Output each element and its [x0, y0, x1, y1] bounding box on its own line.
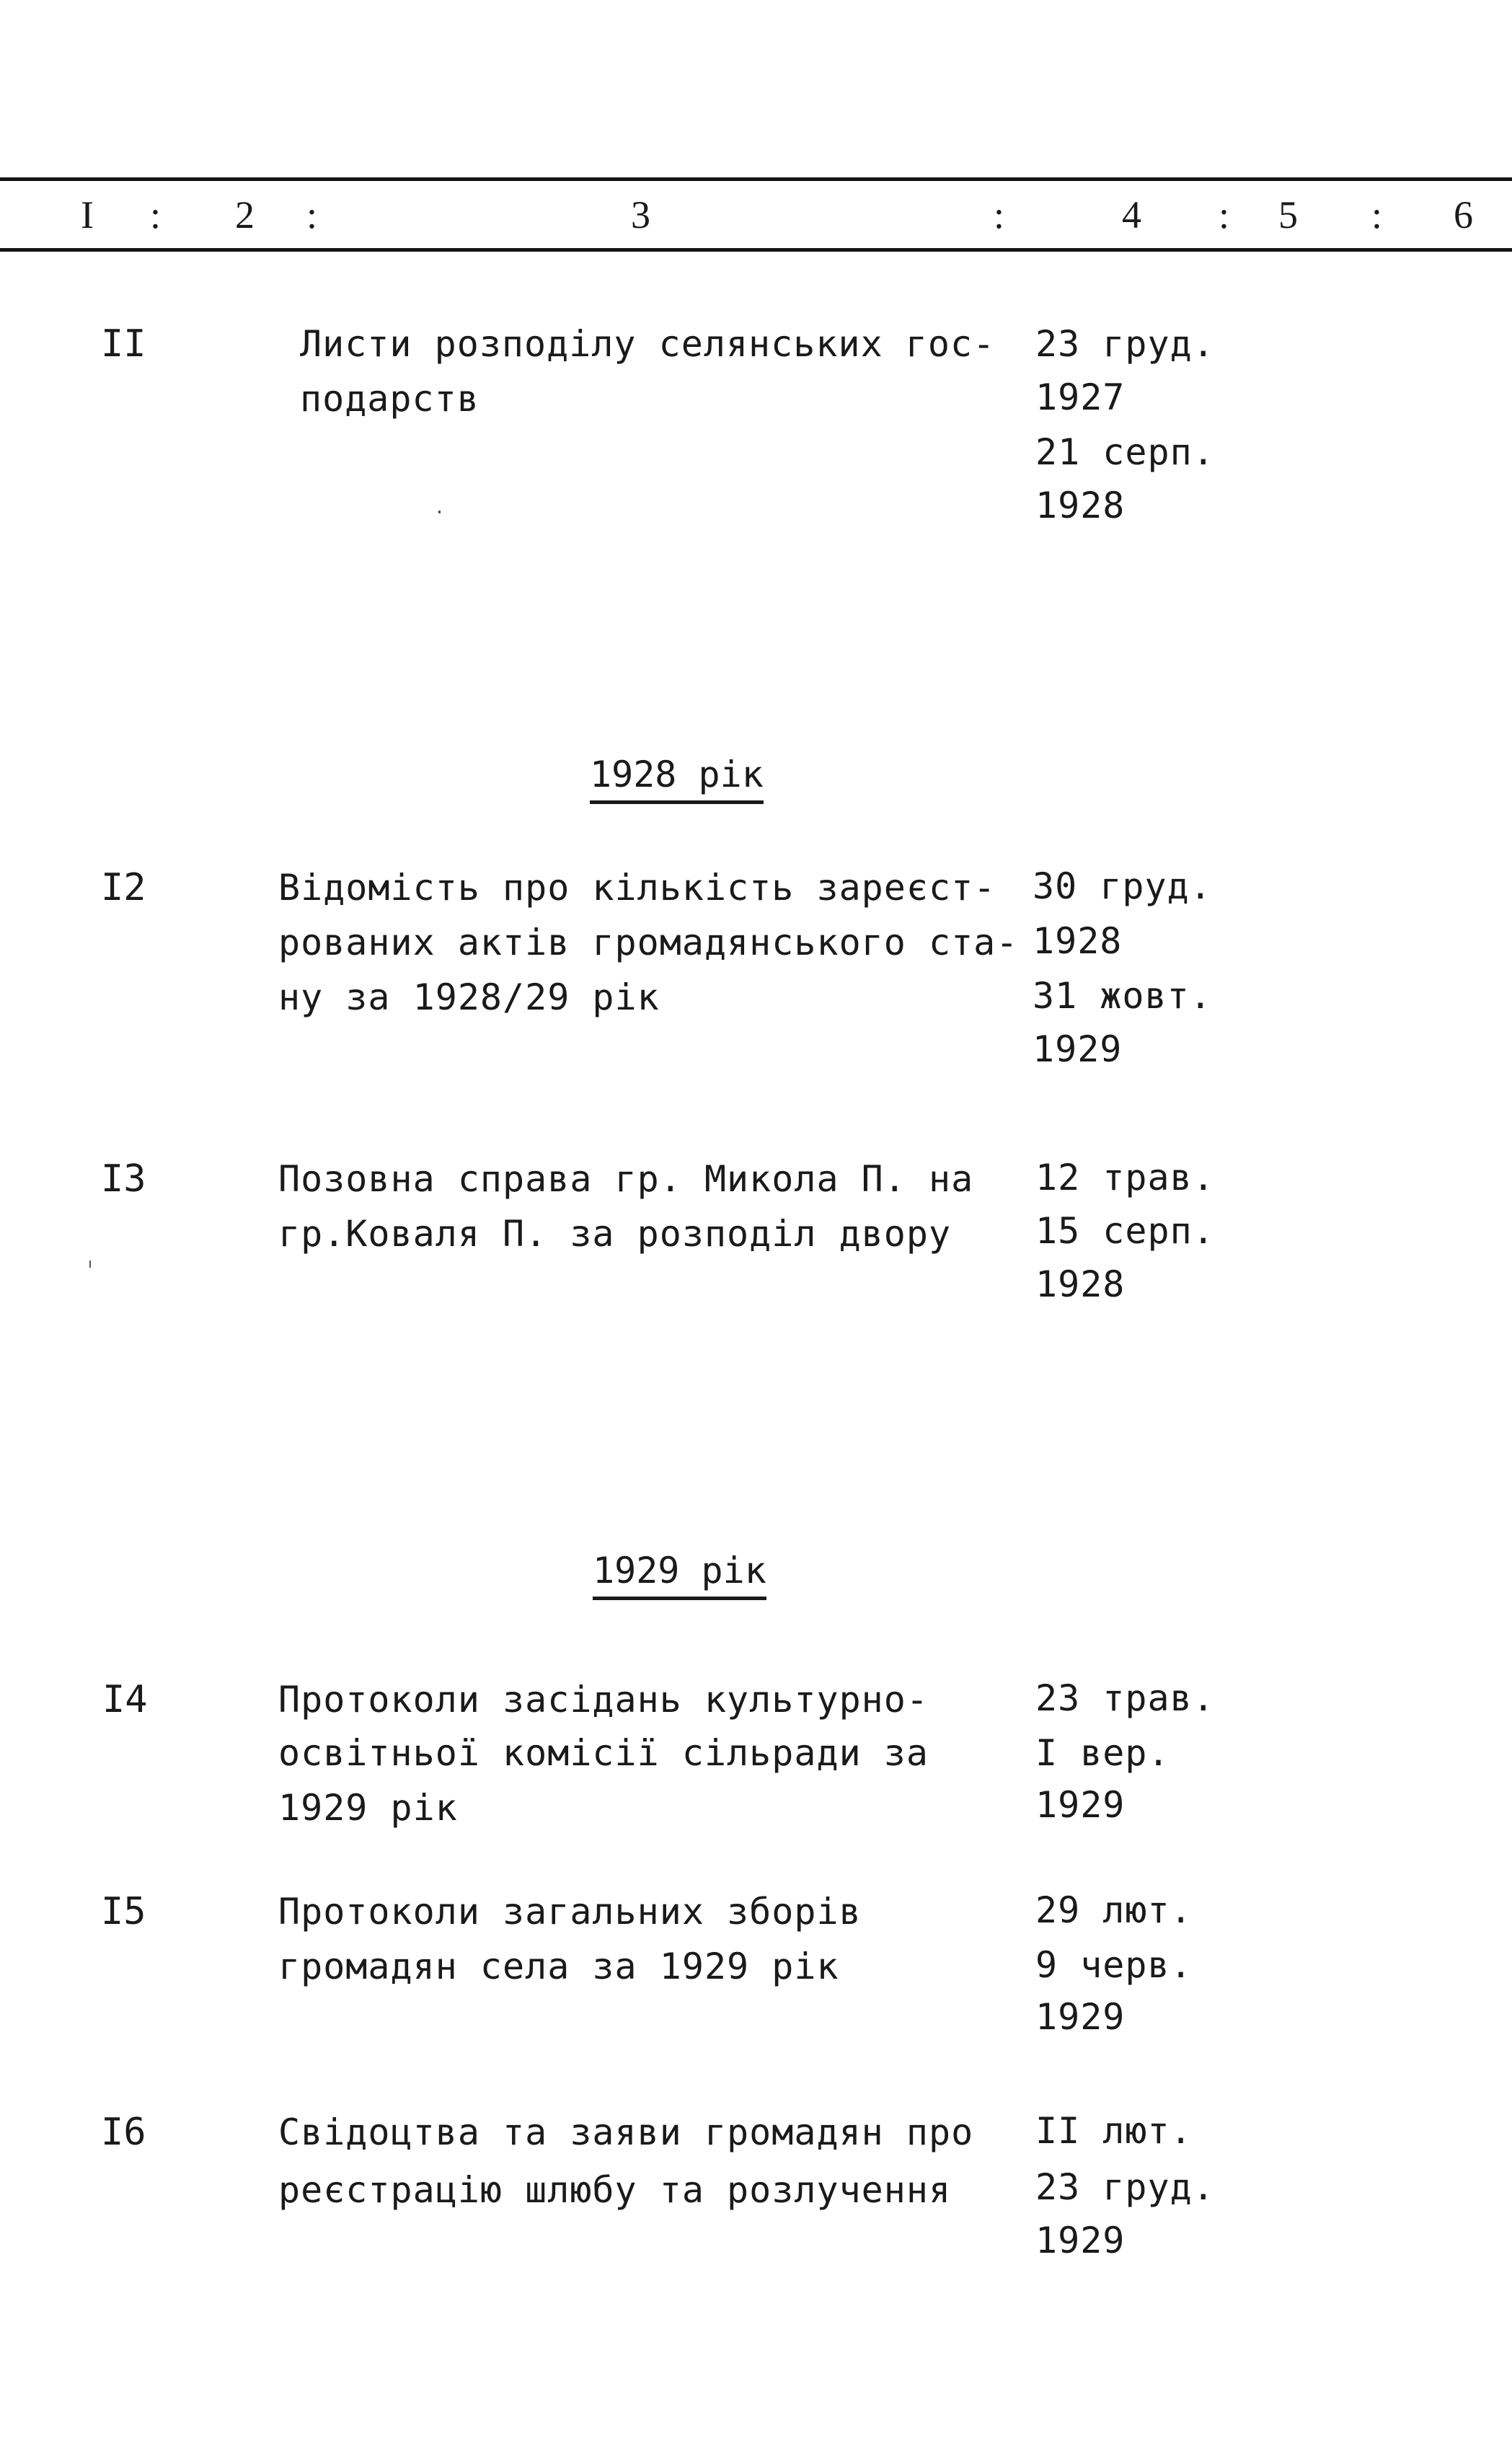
header-top-rule: [0, 177, 1512, 181]
record-date-line: 1927: [1035, 376, 1126, 418]
record-title-line: громадян села за 1929 рік: [278, 1946, 839, 1987]
record-title-line: Листи розподілу селянських гос-: [300, 323, 996, 365]
record-date-line: 30 груд.: [1033, 865, 1212, 907]
record-date-line: 1929: [1035, 1784, 1126, 1826]
record-title-line: Відомість про кількість зареєст-: [278, 867, 996, 909]
record-date-line: I вер.: [1035, 1732, 1170, 1774]
record-number: I2: [101, 866, 146, 909]
record-date-line: 1928: [1033, 920, 1123, 962]
record-title-line: Свідоцтва та заяви громадян про: [278, 2111, 974, 2153]
record-date-line: 21 серп.: [1035, 431, 1215, 473]
record-date-line: 23 груд.: [1035, 323, 1215, 365]
record-number: I4: [102, 1678, 148, 1721]
record-title-line: 1929 рік: [278, 1787, 458, 1829]
record-date-line: 1929: [1035, 1996, 1126, 2038]
record-date-line: 1928: [1035, 1263, 1126, 1305]
record-title-line: Протоколи засідань культурно-: [278, 1679, 929, 1721]
record-date-line: 1929: [1035, 2220, 1126, 2261]
record-title-line: Позовна справа гр. Микола П. на: [278, 1158, 974, 1200]
column-separator: :: [1219, 193, 1230, 237]
section-heading-1928: 1928 рік: [590, 753, 764, 804]
record-title-line: гр.Коваля П. за розподіл двору: [278, 1213, 952, 1255]
record-title-line: освітньої комісії сільради за: [278, 1732, 929, 1774]
record-number: I5: [101, 1890, 146, 1933]
column-header-4: 4: [1122, 193, 1141, 237]
record-date-line: 12 трав.: [1035, 1157, 1215, 1198]
record-title-line: ну за 1928/29 рік: [278, 976, 660, 1018]
record-number: I3: [101, 1157, 146, 1201]
record-date-line: 23 трав.: [1035, 1677, 1215, 1719]
record-date-line: 1928: [1035, 485, 1126, 526]
column-separator: :: [150, 193, 162, 237]
record-date-line: 1929: [1033, 1028, 1123, 1070]
record-date-line: 15 серп.: [1035, 1210, 1215, 1252]
scan-speck: [89, 1260, 91, 1268]
record-number: I6: [101, 2111, 146, 2154]
column-header-6: 6: [1454, 193, 1473, 237]
record-title-line: подарств: [300, 378, 479, 420]
section-heading-1929: 1929 рік: [593, 1549, 766, 1600]
record-title-line: Протоколи загальних зборів: [278, 1891, 862, 1933]
column-separator: :: [306, 193, 318, 237]
column-header-2: 2: [235, 193, 255, 237]
column-separator: :: [994, 193, 1005, 237]
column-header-5: 5: [1278, 193, 1298, 237]
record-date-line: 31 жовт.: [1033, 975, 1212, 1017]
record-number: II: [101, 322, 146, 366]
scan-speck: [438, 511, 441, 513]
column-header-3: 3: [631, 193, 650, 237]
record-title-line: рованих актів громадянського ста-: [278, 922, 1019, 963]
record-title-line: реєстрацію шлюбу та розлучення: [278, 2169, 952, 2211]
record-date-line: 23 груд.: [1035, 2166, 1215, 2208]
column-separator: :: [1371, 193, 1383, 237]
column-header-1: I: [81, 193, 94, 237]
record-date-line: II лют.: [1035, 2110, 1193, 2152]
header-bottom-rule: [0, 248, 1512, 252]
record-date-line: 29 лют.: [1035, 1889, 1193, 1931]
record-date-line: 9 черв.: [1035, 1944, 1193, 1986]
